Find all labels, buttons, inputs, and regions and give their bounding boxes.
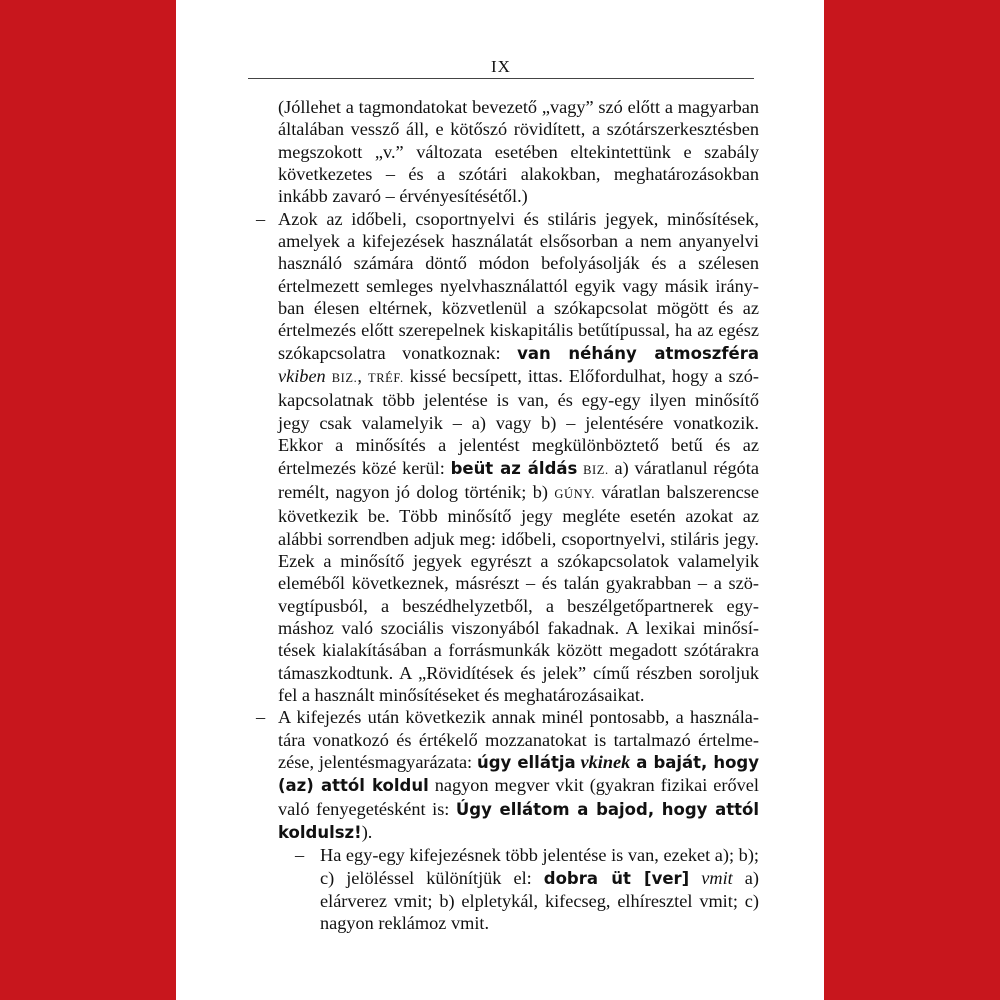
book-page — [176, 0, 824, 1000]
item1-text-a: Azok az időbeli, csoportnyelvi és stiláris jegyek, minősítések, amelyek a kifejezések használatát elsősorban a nem anyanyelvi használó számára döntő módon befolyásolják és a szélesen értelmezett semleges nyelvhasználattól egyik vagy másik irányban élesen eltérnek, közvetlenül a szókapcsolat mögött és az értelmezés előtt szerepelnek kiskapitális betűtípussal, ha az egész szókapcsolatra vonatkoznak: — [278, 208, 759, 363]
qualifier-label: TRÉF. — [367, 371, 404, 386]
page-body — [256, 96, 759, 935]
list-dash: – — [256, 208, 266, 229]
sub-list-item-senses — [256, 844, 759, 934]
example-phrase: úgy ellátja — [476, 752, 576, 772]
item1-text-b: kissé becsípett, ittas. Előfordulhat, hogy a szókapcsolatnak több jelentése is van, és egy-egy ilyen minősítő jegy csak valamelyik – a) vagy b) – jelentésére vonatkozik. Ekkor a minősítés a jelentést megkülönböztető betű és az értelmezés közé kerül: — [278, 366, 760, 478]
subitem-text-a: Ha egy-egy kifejezésnek több jelentése is van, ezeket a); b); c) jelöléssel különítjük el: — [320, 845, 759, 888]
right-red-margin — [824, 0, 1000, 1000]
list-item-definition — [256, 706, 759, 844]
qualifier-label: BIZ. — [583, 462, 609, 477]
left-red-margin — [0, 0, 176, 1000]
example-phrase: van néhány atmoszféra — [517, 343, 760, 363]
example-object: vmit — [701, 867, 733, 888]
subitem-text-b: a) elárverez vmit; b) elpletykál, kifecseg, elhíresztel vmit; c) nagyon reklámoz vmit. — [320, 867, 759, 934]
example-sentence: Úgy ellátom a bajod, hogy attól koldulsz! — [278, 799, 759, 842]
example-object: vkinek — [580, 751, 631, 772]
qualifier-label: BIZ. — [331, 371, 358, 386]
example-phrase-continued: a baját, hogy (az) attól koldul — [278, 752, 759, 796]
list-dash: – — [295, 845, 305, 866]
item1-text-c: a) váratlanul régóta remélt, nagyon jó dolog történik; b) — [278, 457, 760, 502]
example-phrase: beüt az áldás — [450, 458, 578, 478]
example-phrase: dobra üt [ver] — [543, 868, 690, 888]
qualifier-label: GÚNY. — [554, 486, 595, 501]
header-rule — [248, 78, 754, 79]
item1-text-d: váratlan balszerencse következik be. Több minősítő jegy megléte esetén azokat az alábbi sorrendben adjuk meg: időbeli, csoportnyelvi, stiláris jegy. Ezek a minősítő jegyek egyrészt a szókapcsolatok valamelyik eleméből következnek, másrészt – és talán gyakrabban – a szövegtípusból, a beszédhelyzetből, a beszélgetőpartnerek egymáshoz való szociális viszonyából fakadnak. A lexikai minősítések kialakításában a forrásmunkák között megadott szótárakra támaszkodtunk. A „Rövidítések és jelek” című részben soroljuk fel a használt minősítéseket és meghatározásaikat. — [278, 481, 759, 705]
page-number: IX — [491, 57, 511, 76]
item2-text-b: nagyon megver vkit (gyakran fizikai erővel való fenyegetésként is: — [278, 775, 759, 819]
intro-paragraph: (Jóllehet a tagmondatokat bevezető „vagy” szó előtt a magyarban általában vessző áll, e kötőszó rövidített, a szótárszerkesztésben megszokott „v.” változata esetében eltekintettünk e szabály következetes – és a szótári alakokban, meghatározásokban inkább zavaró – érvényesítésétől.) — [278, 97, 759, 207]
list-dash: – — [256, 707, 266, 728]
item2-text-c: ). — [361, 822, 373, 842]
item2-text-a: A kifejezés után következik annak minél pontosabb, a használatára vonatkozó és értékelő mozzanatokat is tartalmazó értelmezése, jelentésmagyarázata: — [278, 707, 759, 772]
example-object: vkiben — [278, 366, 326, 387]
list-item-qualifiers — [256, 208, 759, 707]
separator: , — [357, 366, 368, 387]
